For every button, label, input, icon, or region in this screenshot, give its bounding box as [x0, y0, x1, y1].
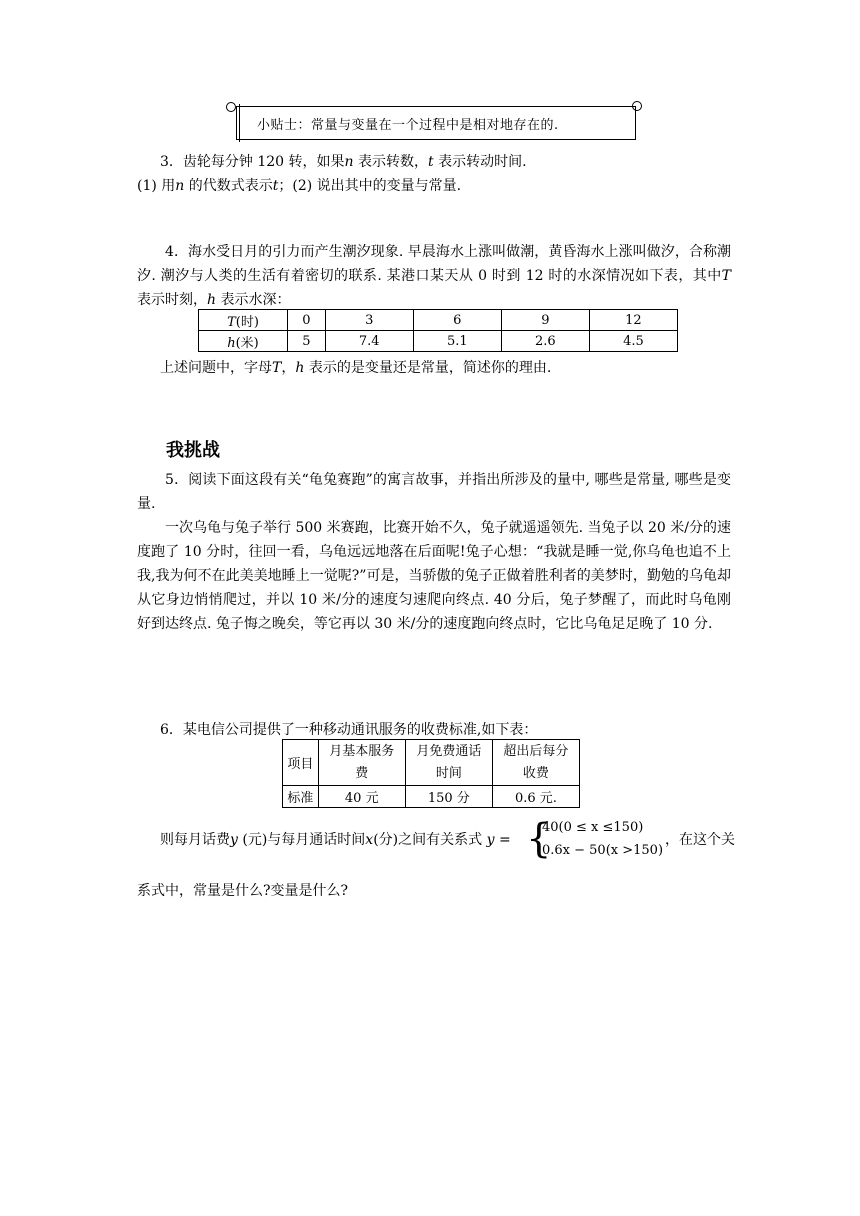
- scroll-curl-icon: [632, 101, 642, 111]
- table-header-cell: T(时): [199, 310, 288, 331]
- table-cell: 0.6 元.: [492, 786, 579, 808]
- table-cell: 标准: [283, 786, 319, 808]
- piecewise-case-1: 40(0 ≤ x ≤150): [542, 820, 644, 835]
- table-header-cell: 项目: [283, 740, 319, 786]
- table-cell: 5: [288, 331, 326, 352]
- table-row: [199, 331, 678, 352]
- piecewise-brace: {: [526, 816, 552, 862]
- q5-prompt: 5．阅读下面这段有关“龟兔赛跑”的寓言故事，并指出所涉及的量中, 哪些是常量, 哪些是变量.: [137, 472, 731, 512]
- table-cell: 150 分: [405, 786, 492, 808]
- q3-line2: (1) 用n 的代数式表示t；(2) 说出其中的变量与常量.: [137, 178, 462, 194]
- table-row: [283, 740, 580, 786]
- section-title: 我挑战: [166, 440, 220, 461]
- table-cell: 3: [325, 310, 413, 331]
- table-header-cell: 月免费通话时间: [405, 740, 492, 786]
- q6-formula-end: ，在这个关: [665, 832, 735, 848]
- table-row: [283, 786, 580, 808]
- table-cell: 4.5: [589, 331, 677, 352]
- table-cell: 9: [501, 310, 589, 331]
- table-cell: 5.1: [413, 331, 501, 352]
- table-header-cell: 月基本服务费: [318, 740, 405, 786]
- tide-table: [198, 309, 678, 352]
- table-cell: 6: [413, 310, 501, 331]
- table-header-cell: h(米): [199, 331, 288, 352]
- q4-paragraph: 4．海水受日月的引力而产生潮汐现象. 早晨海水上涨叫做潮，黄昏海水上涨叫做汐，合称潮汐. 潮汐与人类的生活有着密切的联系. 某港口某天从 0 时到 12 时的水深情况如下表，其中T 表示时刻，h 表示水深：: [137, 244, 731, 308]
- q4-followup: 上述问题中，字母T，h 表示的是变量还是常量，简述你的理由.: [160, 360, 552, 376]
- table-cell: 12: [589, 310, 677, 331]
- fee-table: [282, 739, 580, 808]
- table-cell: 0: [288, 310, 326, 331]
- table-header-cell: 超出后每分收费: [492, 740, 579, 786]
- table-cell: 7.4: [325, 331, 413, 352]
- q3-line1: 3．齿轮每分钟 120 转，如果n 表示转数，t 表示转动时间.: [160, 154, 527, 170]
- piecewise-case-2: 0.6x − 50(x >150): [542, 843, 664, 858]
- q6-intro: 6．某电信公司提供了一种移动通讯服务的收费标准,如下表：: [160, 722, 538, 738]
- table-cell: 2.6: [501, 331, 589, 352]
- q6-question: 系式中，常量是什么?变量是什么?: [137, 883, 349, 899]
- table-row: [199, 310, 678, 331]
- q5-story: 一次乌龟与兔子举行 500 米赛跑，比赛开始不久，兔子就遥遥领先. 当兔子以 20 米/分的速度跑了 10 分时，往回一看，乌龟远远地落在后面呢!兔子心想：“我就是睡一觉,你乌龟也追不上我,我为何不在此美美地睡上一觉呢?”可是，当骄傲的兔子正做着胜利者的美梦时，勤勉的乌龟却从它身边悄悄爬过，并以 10 米/分的速度匀速爬向终点. 40 分后，兔子梦醒了，而此时乌龟刚好到达终点. 兔子悔之晚矣，等它再以 30 米/分的速度跑向终点时，它比乌龟足足晚了 10 分.: [137, 520, 731, 632]
- q6-formula-line: 则每月话费y (元)与每月通话时间x(分)之间有关系式 y =: [160, 832, 511, 848]
- tip-text: 小贴士：常量与变量在一个过程中是相对地存在的.: [257, 118, 559, 133]
- scroll-curl-icon: [226, 102, 236, 112]
- table-cell: 40 元: [318, 786, 405, 808]
- tip-box: [236, 106, 636, 140]
